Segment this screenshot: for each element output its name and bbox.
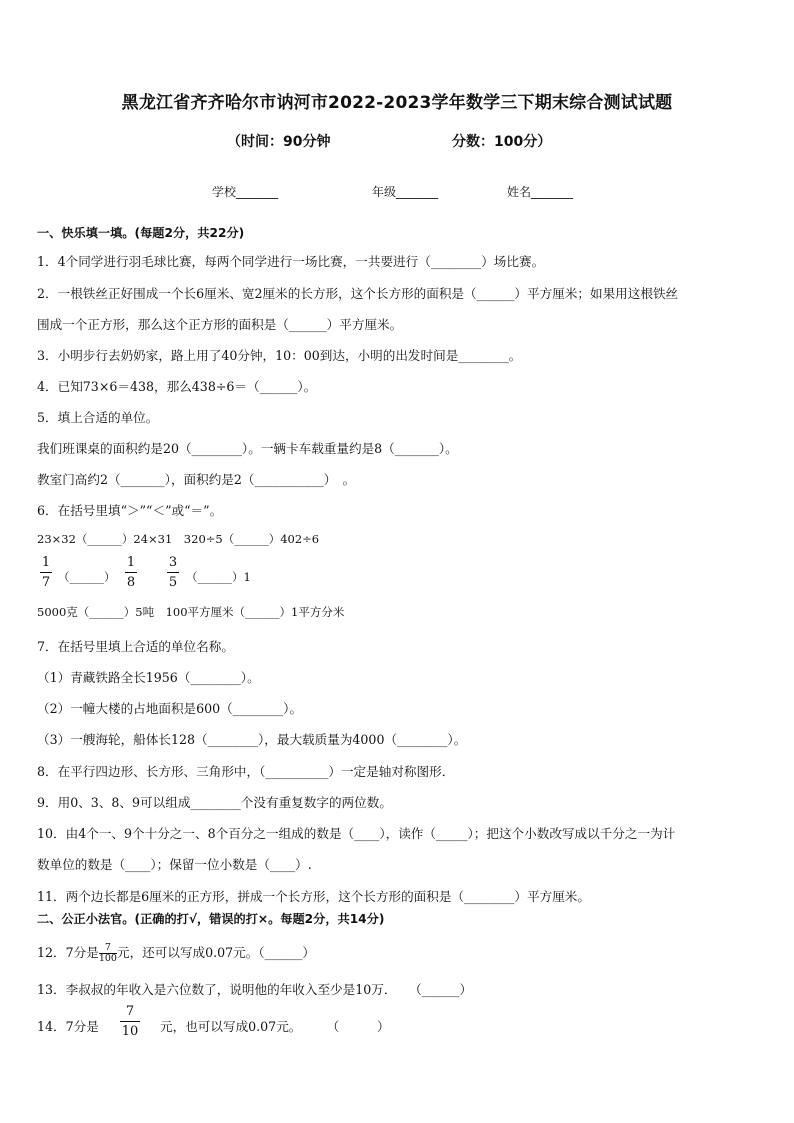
name-field: 姓名_______: [507, 185, 574, 199]
exam-score: 分数：100分）: [452, 134, 552, 150]
question-3: 3．小明步行去奶奶家，路上用了40分钟，10：00到达，小明的出发时间是________。: [37, 348, 522, 363]
question-5: 5．填上合适的单位。: [37, 410, 159, 425]
question-1: 1．4个同学进行羽毛球比赛，每两个同学进行一场比赛，一共要进行（________）场比赛。: [37, 254, 545, 269]
question-2-line-2: 围成一个正方形，那么这个正方形的面积是（______）平方厘米。: [37, 317, 403, 332]
question-7-part-3: （3）一艘海轮，船体长128（________），最大载质量为4000（________）。: [37, 732, 467, 747]
exam-time: （时间：90分钟: [227, 134, 331, 150]
question-7-part-2: （2）一幢大楼的占地面积是600（________）。: [37, 701, 303, 716]
question-10-line-1: 10．由4个一、9个十分之一、8个百分之一组成的数是（____），读作（_____）；把这个小数改写成以千分之一为计: [37, 826, 676, 841]
question-5-line-a: 我们班课桌的面积约是20（________）。一辆卡车载重量约是8（_______）。: [37, 441, 458, 456]
question-14-suffix: 元，也可以写成0.07元。 （ ）: [160, 1019, 390, 1034]
question-12-prefix: 12．7分是: [37, 945, 99, 960]
question-14-prefix: 14．7分是: [37, 1019, 99, 1034]
section-1-heading: 一、快乐填一填。(每题2分，共22分): [37, 226, 245, 240]
question-7-part-1: （1）青藏铁路全长1956（________）。: [37, 670, 260, 685]
question-5-line-b: 教室门高约2（_______），面积约是2（___________） 。: [37, 472, 356, 487]
question-9: 9．用0、3、8、9可以组成________个没有重复数字的两位数。: [37, 795, 392, 810]
question-6: 6．在括号里填“＞”“＜”或“＝”。: [37, 503, 223, 518]
question-6-blank-1: （______）: [58, 570, 116, 584]
fraction-7-100: $\frac{7}{100}$: [98, 942, 117, 964]
page-title: 黑龙江省齐齐哈尔市讷河市2022-2023学年数学三下期末综合测试试题: [121, 93, 673, 113]
fraction-1-7: 1 7: [41, 555, 51, 590]
question-6-row-c: 5000克（______）5吨 100平方厘米（______）1平方分米: [37, 605, 345, 619]
question-2-line-1: 2．一根铁丝正好围成一个长6厘米、宽2厘米的长方形，这个长方形的面积是（______）平方厘米；如果用这根铁丝: [37, 286, 679, 301]
question-12: [37, 942, 315, 964]
fraction-3-5: 3 5: [168, 555, 178, 590]
question-12-suffix: 元，还可以写成0.07元。（______）: [116, 945, 316, 960]
question-13: 13．李叔叔的年收入是六位数了，说明他的年收入至少是10万． （______）: [37, 982, 473, 997]
grade-field: 年级_______: [372, 185, 439, 199]
question-7: 7．在括号里填上合适的单位名称。: [37, 639, 234, 654]
section-2-heading: 二、公正小法官。(正确的打√，错误的打×。每题2分，共14分): [37, 912, 385, 926]
question-8: 8．在平行四边形、长方形、三角形中，（__________）一定是轴对称图形．: [37, 764, 455, 779]
school-field: 学校_______: [212, 185, 279, 199]
question-4: 4．已知73×6＝438，那么438÷6＝（______）。: [37, 379, 317, 394]
question-6-blank-2: （______）1: [186, 570, 251, 584]
fraction-7-10: 7 10: [121, 1004, 139, 1039]
question-6-row-a: 23×32（______）24×31 320÷5（______）402÷6: [37, 532, 320, 546]
fraction-1-8: 1 8: [126, 555, 136, 590]
question-11: 11．两个边长都是6厘米的正方形，拼成一个长方形，这个长方形的面积是（________）平方厘米。: [37, 889, 590, 904]
question-10-line-2: 数单位的数是（____）；保留一位小数是（____）.: [37, 857, 312, 872]
